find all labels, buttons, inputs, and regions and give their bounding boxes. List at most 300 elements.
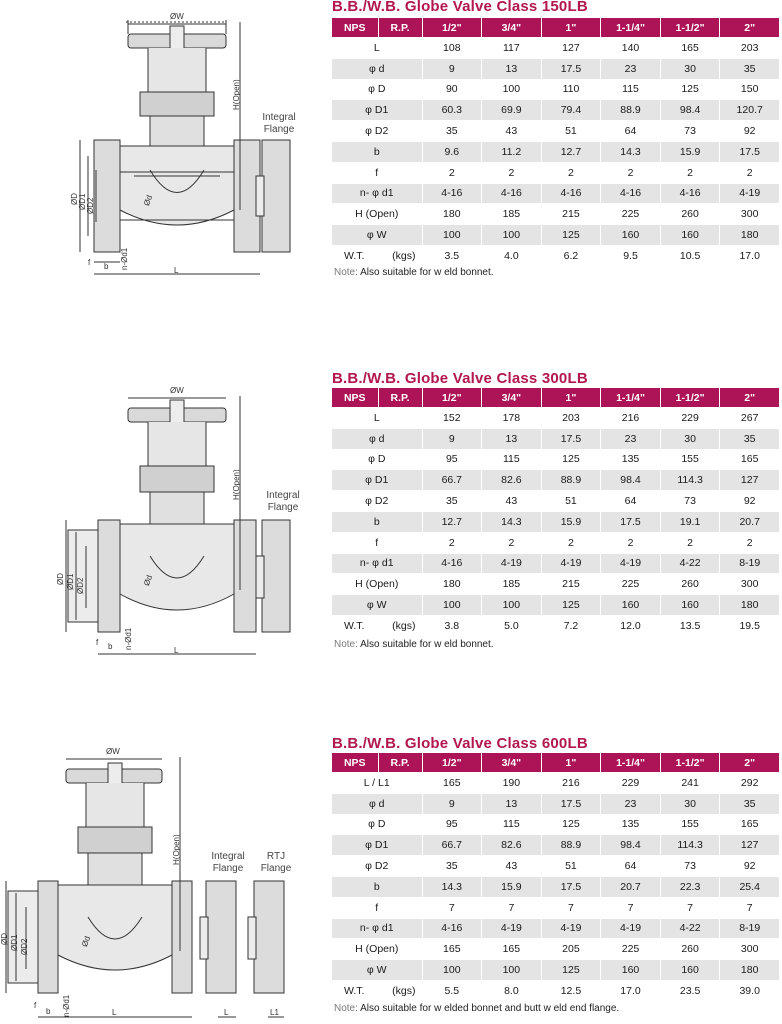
- table-row: [332, 470, 780, 491]
- table-cell: 125: [660, 79, 720, 100]
- table-cell: 2: [601, 162, 661, 183]
- header-size: 1/2": [422, 18, 482, 38]
- table-cell: 43: [482, 491, 542, 512]
- table-cell: 30: [660, 428, 720, 449]
- dim-b: b: [104, 262, 109, 271]
- header-rp: R.P.: [378, 753, 422, 773]
- header-size: 2": [720, 388, 780, 408]
- valve-drawing-600lb: [0, 735, 330, 1024]
- row-label: φ D: [332, 79, 422, 100]
- table-cell: 12.7: [422, 511, 482, 532]
- table-cell: 125: [541, 225, 601, 246]
- table-cell: 160: [660, 960, 720, 981]
- table-cell: 180: [422, 204, 482, 225]
- table-cell: 35: [720, 58, 780, 79]
- dim-d1: ØD1: [78, 193, 87, 210]
- weight-label-wrap: [332, 985, 422, 997]
- table-cell: 108: [422, 38, 482, 59]
- table-cell: 160: [601, 595, 661, 616]
- table-row-weight: [332, 980, 780, 1000]
- header-size: 3/4": [482, 18, 542, 38]
- table-cell: 260: [660, 939, 720, 960]
- row-label: H (Open): [332, 204, 422, 225]
- table-row: [332, 511, 780, 532]
- table-cell: 17.5: [601, 511, 661, 532]
- table-cell: 92: [720, 856, 780, 877]
- table-cell: 23: [601, 58, 661, 79]
- weight-label: W.T.: [344, 984, 365, 997]
- table-cell: 140: [601, 38, 661, 59]
- table-cell: 51: [541, 856, 601, 877]
- table-cell: 22.3: [660, 876, 720, 897]
- table-row: [332, 491, 780, 512]
- table-cell: 98.4: [601, 835, 661, 856]
- table-cell: 73: [660, 121, 720, 142]
- dim-h: H(Open): [232, 79, 241, 110]
- table-cell: 66.7: [422, 835, 482, 856]
- spec-table-600lb: [332, 753, 780, 1001]
- table-cell: 260: [660, 204, 720, 225]
- table-cell: 2: [720, 162, 780, 183]
- table-cell: 9: [422, 58, 482, 79]
- row-label: φ D: [332, 814, 422, 835]
- header-size: 1": [541, 18, 601, 38]
- header-size: 3/4": [482, 388, 542, 408]
- table-cell: 155: [660, 814, 720, 835]
- table-header-row: [332, 388, 780, 408]
- table-cell: 125: [541, 449, 601, 470]
- dim-w: ØW: [106, 747, 120, 756]
- table-cell: 17.5: [541, 793, 601, 814]
- table-cell: 4-16: [660, 183, 720, 204]
- table-row: [332, 225, 780, 246]
- table-cell: 203: [541, 408, 601, 429]
- row-label: L: [332, 408, 422, 429]
- table-cell: 225: [601, 574, 661, 595]
- dim-l: L: [112, 1008, 117, 1017]
- row-label: φ D1: [332, 835, 422, 856]
- row-label: φ D2: [332, 491, 422, 512]
- table-row: [332, 183, 780, 204]
- table-cell: 165: [422, 939, 482, 960]
- row-label: φ D2: [332, 856, 422, 877]
- table-cell: 7.2: [541, 615, 601, 635]
- row-label: H (Open): [332, 574, 422, 595]
- table-cell: 64: [601, 491, 661, 512]
- note-label: Note:: [334, 639, 358, 650]
- table-cell: 4.0: [482, 245, 542, 265]
- table-cell: 88.9: [601, 100, 661, 121]
- table-cell: 185: [482, 574, 542, 595]
- table-cell: 180: [720, 595, 780, 616]
- header-size: 1-1/2": [660, 18, 720, 38]
- table-cell: 30: [660, 793, 720, 814]
- table-cell: 14.3: [601, 141, 661, 162]
- table-cell: 14.3: [422, 876, 482, 897]
- table-cell: 4-19: [720, 183, 780, 204]
- header-nps: NPS: [332, 753, 378, 773]
- table-cell: 43: [482, 856, 542, 877]
- integral-flange-label: Integral Flange: [211, 851, 245, 874]
- table-row: [332, 856, 780, 877]
- table-cell: 98.4: [601, 470, 661, 491]
- table-cell: 4-19: [601, 918, 661, 939]
- table-cell: 165: [422, 773, 482, 794]
- table-cell: 17.0: [601, 980, 661, 1000]
- table-cell: 35: [422, 856, 482, 877]
- table-row-weight: [332, 245, 780, 265]
- valve-drawing-150lb: [0, 0, 330, 300]
- table-cell: 2: [541, 162, 601, 183]
- table-cell: 215: [541, 204, 601, 225]
- table-cell: 2: [422, 162, 482, 183]
- table-cell: 35: [422, 121, 482, 142]
- row-label: φ D: [332, 449, 422, 470]
- table-cell: 4-19: [482, 918, 542, 939]
- table-cell: 3.8: [422, 615, 482, 635]
- dim-d2: ØD2: [20, 938, 29, 955]
- table-cell: 12.0: [601, 615, 661, 635]
- table-cell: 190: [482, 773, 542, 794]
- row-label: φ W: [332, 225, 422, 246]
- dim-dd: Ød: [80, 934, 93, 949]
- table-row: [332, 162, 780, 183]
- table-cell: 7: [541, 897, 601, 918]
- table-cell: 23: [601, 793, 661, 814]
- row-label: φ d: [332, 58, 422, 79]
- row-label: H (Open): [332, 939, 422, 960]
- header-size: 1-1/2": [660, 753, 720, 773]
- table-cell: 82.6: [482, 470, 542, 491]
- table-cell: 92: [720, 121, 780, 142]
- integral-flange-label: Integral Flange: [262, 112, 296, 135]
- table-cell: 7: [720, 897, 780, 918]
- table-cell: 180: [422, 574, 482, 595]
- table-row: [332, 918, 780, 939]
- row-label: φ D1: [332, 100, 422, 121]
- header-size: 2": [720, 753, 780, 773]
- table-cell: 17.5: [720, 141, 780, 162]
- header-size: 3/4": [482, 753, 542, 773]
- table-cell: 2: [660, 532, 720, 553]
- table-row: [332, 960, 780, 981]
- row-label: n- φ d1: [332, 918, 422, 939]
- table-cell: 125: [541, 960, 601, 981]
- header-size: 1-1/4": [601, 388, 661, 408]
- table-body: [332, 38, 780, 266]
- header-size: 1-1/2": [660, 388, 720, 408]
- table-cell: 82.6: [482, 835, 542, 856]
- table-cell: 267: [720, 408, 780, 429]
- row-label: b: [332, 141, 422, 162]
- table-cell: 215: [541, 574, 601, 595]
- table-cell: 229: [660, 408, 720, 429]
- row-label: φ d: [332, 793, 422, 814]
- table-cell: 100: [422, 960, 482, 981]
- table-cell: 15.9: [660, 141, 720, 162]
- table-cell: 300: [720, 574, 780, 595]
- table-cell: 35: [720, 793, 780, 814]
- table-cell: 127: [720, 835, 780, 856]
- table-cell: 150: [720, 79, 780, 100]
- row-label: φ W: [332, 960, 422, 981]
- table-cell: 292: [720, 773, 780, 794]
- table-cell: 114.3: [660, 835, 720, 856]
- table-cell: 2: [482, 532, 542, 553]
- header-size: 1/2": [422, 388, 482, 408]
- dim-d2: ØD2: [86, 197, 95, 214]
- section-title: B.B./W.B. Globe Valve Class 150LB: [332, 0, 588, 15]
- dim-h: H(Open): [232, 469, 241, 500]
- table-row: [332, 939, 780, 960]
- table-header-row: [332, 18, 780, 38]
- header-nps: NPS: [332, 18, 378, 38]
- table-cell: 88.9: [541, 835, 601, 856]
- table-cell: 35: [720, 428, 780, 449]
- header-size: 1-1/4": [601, 753, 661, 773]
- table-cell: 2: [601, 532, 661, 553]
- dim-h: H(Open): [172, 834, 181, 865]
- row-label: n- φ d1: [332, 183, 422, 204]
- table-cell: 165: [720, 449, 780, 470]
- table-cell: 12.5: [541, 980, 601, 1000]
- table-cell: 60.3: [422, 100, 482, 121]
- table-cell: 64: [601, 121, 661, 142]
- table-row: [332, 773, 780, 794]
- table-cell: 5.5: [422, 980, 482, 1000]
- table-cell: 180: [720, 960, 780, 981]
- table-cell: 2: [720, 532, 780, 553]
- table-cell: 23: [601, 428, 661, 449]
- table-cell: 225: [601, 939, 661, 960]
- table-cell: 95: [422, 449, 482, 470]
- table-cell: 216: [541, 773, 601, 794]
- table-cell: 79.4: [541, 100, 601, 121]
- dim-d: ØD: [56, 573, 65, 585]
- note: [334, 639, 494, 650]
- table-row: [332, 58, 780, 79]
- table-cell: 4-19: [482, 553, 542, 574]
- table-cell: 66.7: [422, 470, 482, 491]
- table-cell: 92: [720, 491, 780, 512]
- table-cell: 10.5: [660, 245, 720, 265]
- row-label: φ D1: [332, 470, 422, 491]
- table-cell: 13: [482, 793, 542, 814]
- row-label: f: [332, 162, 422, 183]
- table-cell: 7: [660, 897, 720, 918]
- dim-l1: L1: [270, 1008, 279, 1017]
- table-cell: 120.7: [720, 100, 780, 121]
- table-row: [332, 793, 780, 814]
- table-cell: 13: [482, 58, 542, 79]
- table-body: [332, 773, 780, 1001]
- spec-table-150lb: [332, 18, 780, 266]
- table-cell: 9: [422, 428, 482, 449]
- table-cell: 115: [482, 814, 542, 835]
- table-cell: 125: [541, 595, 601, 616]
- weight-label-cell: [332, 980, 422, 1000]
- header-size: 1-1/4": [601, 18, 661, 38]
- table-row: [332, 814, 780, 835]
- table-cell: 9.6: [422, 141, 482, 162]
- dim-d1: ØD1: [66, 573, 75, 590]
- table-cell: 178: [482, 408, 542, 429]
- table-cell: 165: [720, 814, 780, 835]
- header-size: 1": [541, 388, 601, 408]
- table-cell: 160: [660, 225, 720, 246]
- dim-f: f: [88, 258, 91, 267]
- table-cell: 35: [422, 491, 482, 512]
- table-cell: 127: [720, 470, 780, 491]
- header-size: 1/2": [422, 753, 482, 773]
- header-nps: NPS: [332, 388, 378, 408]
- table-cell: 7: [482, 897, 542, 918]
- table-row: [332, 38, 780, 59]
- row-label: b: [332, 511, 422, 532]
- table-cell: 4-16: [541, 183, 601, 204]
- table-cell: 6.2: [541, 245, 601, 265]
- table-cell: 135: [601, 449, 661, 470]
- table-cell: 4-16: [601, 183, 661, 204]
- table-cell: 135: [601, 814, 661, 835]
- table-cell: 4-16: [422, 553, 482, 574]
- table-cell: 114.3: [660, 470, 720, 491]
- table-cell: 225: [601, 204, 661, 225]
- dim-l: L: [174, 646, 179, 655]
- table-cell: 30: [660, 58, 720, 79]
- table-cell: 100: [482, 79, 542, 100]
- table-cell: 115: [482, 449, 542, 470]
- row-label: L: [332, 38, 422, 59]
- row-label: f: [332, 532, 422, 553]
- table-cell: 25.4: [720, 876, 780, 897]
- table-cell: 23.5: [660, 980, 720, 1000]
- row-label: L / L1: [332, 773, 422, 794]
- dim-b: b: [46, 1007, 51, 1016]
- weight-label: W.T.: [344, 249, 365, 262]
- weight-label: W.T.: [344, 619, 365, 632]
- table-cell: 300: [720, 204, 780, 225]
- table-cell: 4-16: [422, 918, 482, 939]
- note-text: Also suitable for w eld bonnet.: [360, 639, 494, 650]
- table-cell: 125: [541, 814, 601, 835]
- table-cell: 3.5: [422, 245, 482, 265]
- weight-label-wrap: [332, 620, 422, 632]
- table-row: [332, 553, 780, 574]
- table-cell: 4-19: [541, 553, 601, 574]
- note: [334, 1003, 619, 1014]
- table-cell: 14.3: [482, 511, 542, 532]
- table-cell: 51: [541, 491, 601, 512]
- valve-drawing-300lb: [0, 370, 330, 660]
- table-cell: 110: [541, 79, 601, 100]
- table-cell: 160: [660, 595, 720, 616]
- table-cell: 2: [541, 532, 601, 553]
- table-row: [332, 876, 780, 897]
- table-cell: 90: [422, 79, 482, 100]
- table-cell: 13: [482, 428, 542, 449]
- table-cell: 115: [601, 79, 661, 100]
- note-label: Note:: [334, 1003, 358, 1014]
- section-600lb: [0, 735, 782, 1024]
- dim-f: f: [96, 638, 99, 647]
- table-cell: 100: [422, 595, 482, 616]
- table-row: [332, 449, 780, 470]
- dim-l: L: [174, 266, 179, 275]
- integral-flange-label: Integral Flange: [266, 490, 300, 513]
- dim-w: ØW: [170, 12, 184, 21]
- table-cell: 165: [660, 38, 720, 59]
- table-cell: 73: [660, 491, 720, 512]
- row-label: φ d: [332, 428, 422, 449]
- table-cell: 8-19: [720, 918, 780, 939]
- table-row-weight: [332, 615, 780, 635]
- table-cell: 127: [541, 38, 601, 59]
- dim-d1: ØD1: [10, 934, 19, 951]
- rtj-flange-label: RTJ Flange: [260, 851, 292, 874]
- table-cell: 20.7: [601, 876, 661, 897]
- dim-l-integral: L: [224, 1008, 229, 1017]
- dim-nd: n-Ød1: [62, 994, 71, 1017]
- table-cell: 73: [660, 856, 720, 877]
- table-cell: 260: [660, 574, 720, 595]
- section-title: B.B./W.B. Globe Valve Class 300LB: [332, 370, 588, 387]
- table-cell: 100: [422, 225, 482, 246]
- table-cell: 19.5: [720, 615, 780, 635]
- table-cell: 13.5: [660, 615, 720, 635]
- table-cell: 205: [541, 939, 601, 960]
- table-cell: 180: [720, 225, 780, 246]
- table-cell: 95: [422, 814, 482, 835]
- note: [334, 267, 494, 278]
- dim-b: b: [108, 642, 113, 651]
- table-cell: 117: [482, 38, 542, 59]
- table-cell: 12.7: [541, 141, 601, 162]
- table-row: [332, 100, 780, 121]
- row-label: b: [332, 876, 422, 897]
- table-cell: 39.0: [720, 980, 780, 1000]
- table-cell: 17.5: [541, 428, 601, 449]
- table-row: [332, 141, 780, 162]
- row-label: f: [332, 897, 422, 918]
- table-cell: 2: [482, 162, 542, 183]
- weight-unit: (kgs): [392, 619, 416, 632]
- table-cell: 4-16: [482, 183, 542, 204]
- table-row: [332, 835, 780, 856]
- header-rp: R.P.: [378, 18, 422, 38]
- dim-w: ØW: [170, 386, 184, 395]
- table-cell: 9.5: [601, 245, 661, 265]
- section-title: B.B./W.B. Globe Valve Class 600LB: [332, 735, 588, 752]
- table-cell: 51: [541, 121, 601, 142]
- table-cell: 4-19: [601, 553, 661, 574]
- table-cell: 88.9: [541, 470, 601, 491]
- table-cell: 100: [482, 595, 542, 616]
- table-cell: 2: [422, 532, 482, 553]
- table-cell: 216: [601, 408, 661, 429]
- table-cell: 19.1: [660, 511, 720, 532]
- weight-unit: (kgs): [392, 249, 416, 262]
- table-row: [332, 595, 780, 616]
- table-row: [332, 408, 780, 429]
- table-row: [332, 204, 780, 225]
- table-row: [332, 532, 780, 553]
- header-size: 1": [541, 753, 601, 773]
- table-cell: 69.9: [482, 100, 542, 121]
- dim-nd: n-Ød1: [120, 247, 129, 270]
- table-cell: 165: [482, 939, 542, 960]
- note-text: Also suitable for w eld bonnet.: [360, 267, 494, 278]
